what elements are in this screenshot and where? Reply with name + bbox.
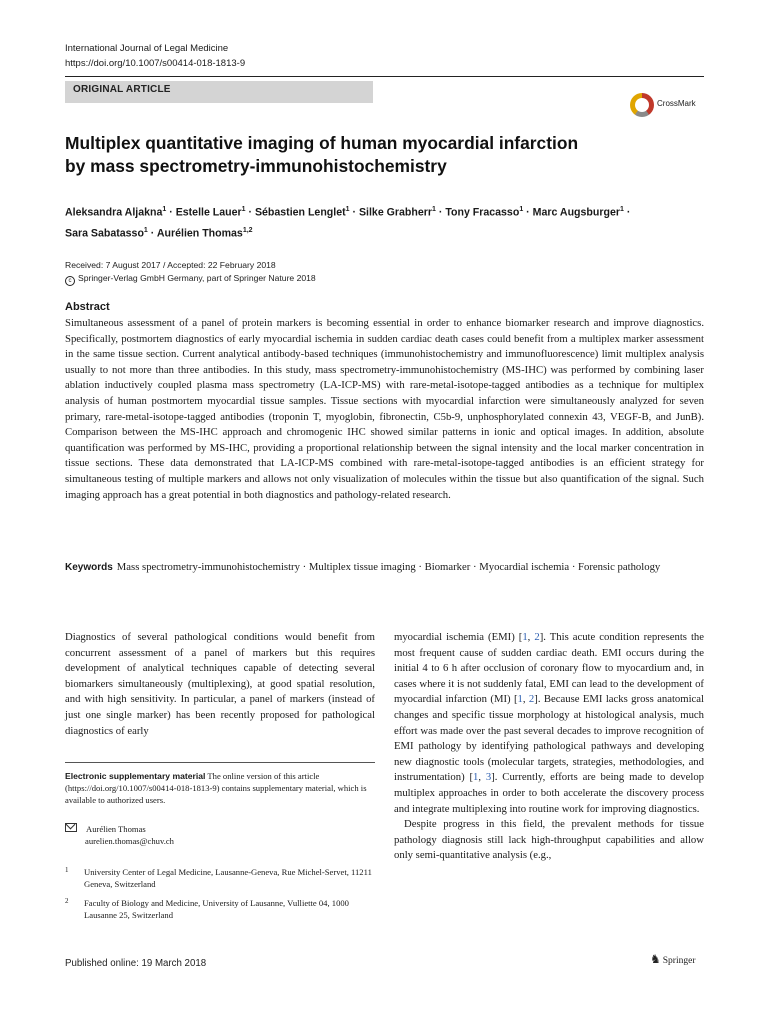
author-name[interactable]: Tony Fracasso: [445, 206, 520, 219]
title-line-1: Multiplex quantitative imaging of human myocardial infarction: [65, 133, 579, 153]
citation-link[interactable]: 2: [528, 693, 535, 706]
author-name[interactable]: Marc Augsburger: [532, 206, 620, 219]
body-column-left: [65, 630, 375, 739]
affiliation-number: 2: [65, 897, 69, 905]
affiliation-number: 1: [65, 866, 69, 874]
corresponding-author: Aurélien Thomas: [86, 824, 146, 834]
abstract-heading: Abstract: [65, 301, 110, 313]
article-dates: [65, 259, 316, 286]
citation-link[interactable]: 1: [517, 693, 523, 706]
citation-link[interactable]: 1: [522, 631, 528, 643]
footnote-divider: [65, 762, 375, 763]
author-name[interactable]: Silke Grabherr: [358, 206, 432, 219]
author-name[interactable]: Aurélien Thomas: [156, 227, 243, 240]
keywords-text: Mass spectrometry-immunohistochemistry · Multiplex tissue imaging · Biomarker · Myocardial ischemia · Forensic pathology: [116, 561, 661, 573]
received-accepted: Received: 7 August 2017 / Accepted: 22 February 2018: [65, 260, 276, 270]
supplementary-text: The online version of this article (https://doi.org/10.1007/s00414-018-1813-9) contains supplementary material, which is available to authorized users.: [65, 771, 367, 805]
copyright-line: [65, 272, 316, 286]
intro-paragraph: Diagnostics of several pathological conditions would benefit from concurrent assessment of a panel of markers but this requires development of analytical techniques capable of detecting several biomarkers simultaneously (multiplexing), at good spatial resolution, and with high sensitivity. In particular, a panel of markers (instead of just one single marker) has been recently proposed for pathological diagnostics of early: [65, 631, 375, 737]
body-column-right: [394, 630, 704, 864]
author-affiliation-mark: 1: [519, 206, 524, 213]
title-line-2: by mass spectrometry-immunohistochemistry: [65, 156, 447, 176]
correspondence: [65, 823, 375, 847]
intro-paragraph-continued: myocardial ischemia (EMI) [1, 2]. This acute condition represents the most frequent cause of sudden cardiac death. EMI occurs during the initial 4 to 6 h after occlusion of coronary flow to myocardium and, in cases where it is not suddenly fatal, EMI can lead to the development of myocardial infarction (MI) [1, 2]. Because EMI lacks gross anatomical changes and specific tissue morphology at histological analysis, much effort was made over the past several decades to improve recognition of EMI pathology by identifying pathological pathways and developing new diagnostic tools (molecular targets, strategies, methodologies, and instrumentation) [1, 3]. Currently, efforts are being made to develop multiplex approaches in order to both accelerate the discovery process and integrate multiplexing into routine work for improving diagnostics.: [394, 631, 705, 815]
author-line-2: Sara Sabatasso$^1$ · Aurélien Thomas$^{1,2}$: [65, 226, 253, 240]
body-text: ]. This acute condition represents the most frequent cause of sudden cardiac death. EMI occurs during the initial 4 to 6 h after occlusion of coronary flow to myocardium and, in cases where it is not suddenly fatal, EMI can lead to the development of myocardial infarction (MI) [: [394, 631, 705, 706]
author-name[interactable]: Estelle Lauer: [175, 206, 242, 219]
copyright-icon: c: [65, 276, 75, 286]
second-paragraph: Despite progress in this field, the prevalent methods for tissue pathology diagnosis still lack high-throughput capabilities and allow only semi-quantitative analysis (e.g.,: [394, 818, 704, 862]
publisher-logo: [650, 952, 695, 967]
supplementary-label: Electronic supplementary material: [65, 771, 206, 781]
author-affiliation-mark: 1: [241, 206, 246, 213]
mail-icon: [65, 823, 77, 832]
author-line-1: Aleksandra Aljakna$^1$ · Estelle Lauer$^1$ · Sébastien Lenglet$^1$ · Silke Grabherr$^1$ · Tony Fracasso$^1$ · Marc Augsburger$^1$ ·: [65, 206, 631, 219]
affiliation-text: University Center of Legal Medicine, Lausanne-Geneva, Rue Michel-Servet, 11211 Geneva, Switzerland: [84, 867, 372, 889]
keywords-label: Keywords: [65, 562, 113, 573]
article-title: [65, 132, 645, 178]
crossmark-label: CrossMark: [657, 99, 696, 108]
crossmark-icon: [630, 93, 654, 117]
author-affiliation-mark: 1: [345, 206, 350, 213]
citation-link[interactable]: 3: [485, 771, 492, 784]
body-text: ]. Currently, efforts are being made to develop multiplex approaches in order to both accelerate the discovery process and integrate multiplexing into routine work for improving diagnostics.: [394, 771, 705, 815]
affiliation-text: Faculty of Biology and Medicine, University of Lausanne, Vulliette 04, 1000 Lausanne 25, Switzerland: [84, 898, 349, 920]
supplementary-note: [65, 770, 375, 806]
author-affiliation-mark: 1: [162, 206, 167, 213]
author-affiliation-mark: 1: [431, 206, 436, 213]
published-date: Published online: 19 March 2018: [65, 958, 207, 969]
keywords: [65, 559, 704, 576]
article-type-band: [65, 81, 373, 103]
journal-header: [65, 41, 245, 71]
author-name[interactable]: Sébastien Lenglet: [254, 206, 346, 219]
author-list: [65, 201, 705, 242]
author-affiliation-mark: 1,2: [242, 226, 253, 234]
author-name[interactable]: Aleksandra Aljakna: [65, 206, 163, 219]
citation-link[interactable]: 1: [473, 771, 479, 784]
copyright-text: Springer-Verlag GmbH Germany, part of Springer Nature 2018: [78, 273, 316, 283]
abstract-text: Simultaneous assessment of a panel of protein markers is becoming essential in order to enhance biomarker research and improve diagnostics. Specifically, postmortem diagnostics of early myocardial ischemia in sudden cardiac death cases could benefit from a multiplex marker assessment in the same tissue section. Current analytical antibody-based techniques (immunohistochemistry and immunofluorescence) limit multiplex analysis usually to not more than three antibodies. In this study, mass spectrometry-immunohistochemistry (MS-IHC) was performed by combining laser ablation inductively coupled plasma mass spectrometry (LA-ICP-MS) with rare-metal-isotope-tagged antibodies as a technique for multiplex analysis of human postmortem myocardial tissue samples. Tissue sections with myocardial infarction were simultaneously analyzed for seven primary, rare-metal-isotope-tagged antibodies (troponin T, myoglobin, fibronectin, C5b-9, unphosphorylated connexin 43, VEGF-B, and JunB). Comparison between the MS-IHC approach and chromogenic IHC showed similar patterns in ionic and optical images. In addition, absolute quantification was performed by MS-IHC, providing a proportional relationship between the signal intensity and the local marker concentration in tissue sections. These data demonstrated that LA-ICP-MS combined with rare-metal-isotope-tagged antibodies is an efficient strategy for simultaneous testing of multiple markers and allows not only visualization of molecules within the tissue but also quantification of the signal. Such imaging approach has a great potential in both diagnostics and pathology-related research.: [65, 317, 704, 501]
journal-name: International Journal of Legal Medicine: [65, 43, 229, 54]
citation-link[interactable]: 2: [534, 631, 540, 643]
article-type-label: ORIGINAL ARTICLE: [73, 84, 171, 95]
body-text: ]. Because EMI lacks gross anatomical changes and specific tissue morphology at histological analysis, much effort was made over the past several decades to improve recognition of EMI pathology by identifying pathological pathways and developing new diagnostic tools (molecular targets, strategies, methodologies, and instrumentation) [: [394, 693, 705, 784]
springer-horse-icon: ♞: [650, 952, 661, 966]
author-affiliation-mark: 1: [619, 206, 624, 213]
publisher-name: Springer: [662, 956, 696, 966]
corresponding-email[interactable]: aurelien.thomas@chuv.ch: [85, 836, 174, 846]
doi-link[interactable]: https://doi.org/10.1007/s00414-018-1813-9: [65, 58, 246, 69]
header-rule: [65, 76, 704, 77]
crossmark-badge[interactable]: [630, 93, 706, 119]
body-text: myocardial ischemia (EMI) [: [394, 631, 523, 643]
author-affiliation-mark: 1: [143, 226, 148, 234]
author-name[interactable]: Sara Sabatasso: [65, 227, 144, 240]
